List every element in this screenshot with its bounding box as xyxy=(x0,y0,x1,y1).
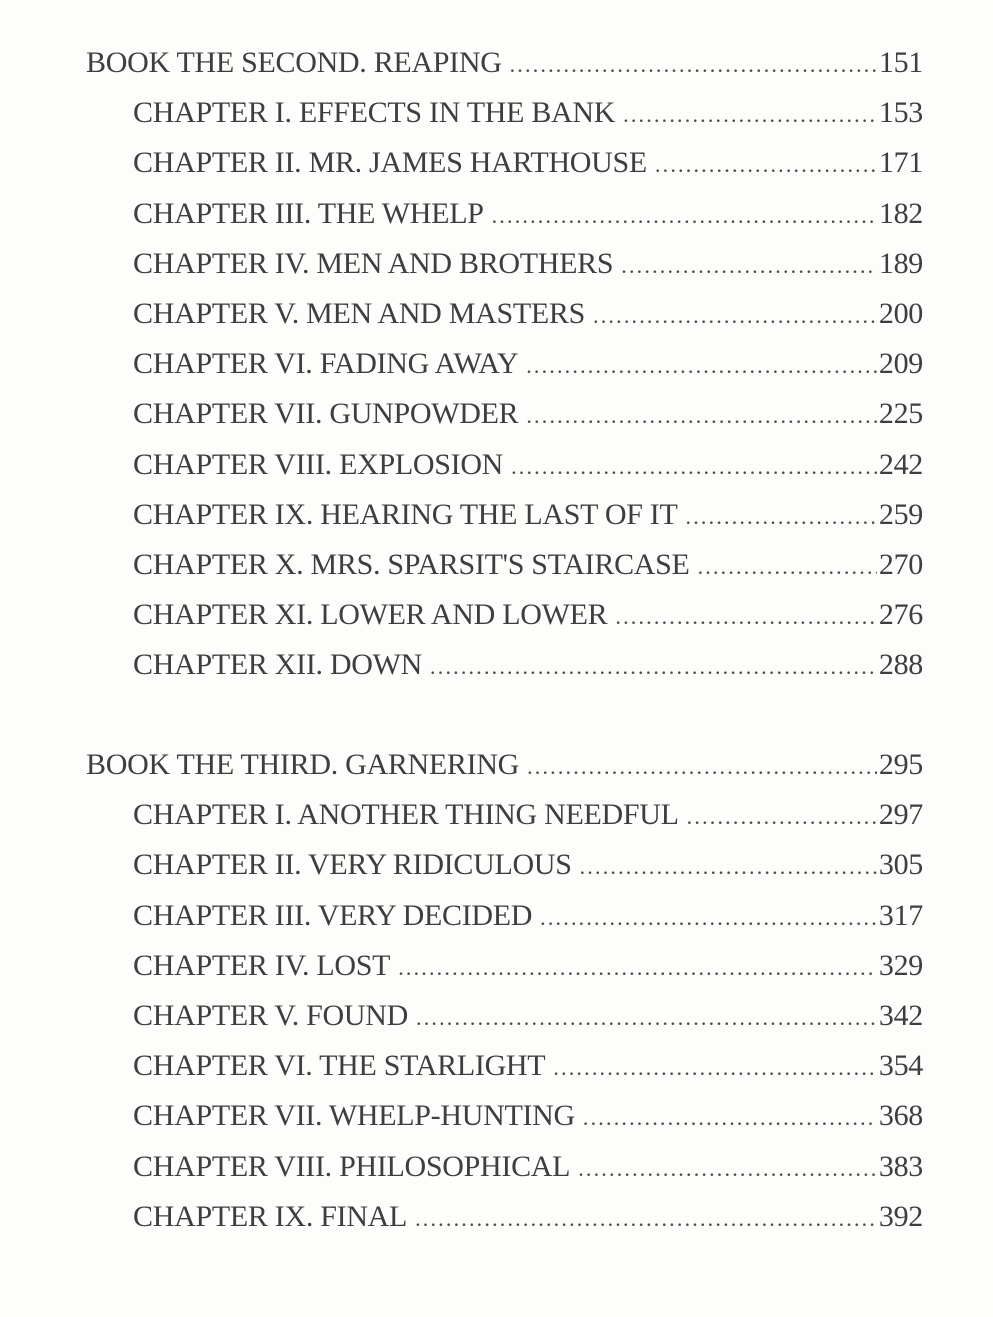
page-number: 209 xyxy=(878,347,923,381)
chapter-title: CHAPTER XI. LOWER AND LOWER xyxy=(133,598,608,632)
chapter-entry xyxy=(0,440,923,490)
chapter-title: CHAPTER V. FOUND xyxy=(133,998,408,1032)
book-title: BOOK THE SECOND. REAPING xyxy=(86,46,502,79)
page-number: 259 xyxy=(878,497,923,531)
leader-dots xyxy=(511,442,877,492)
page-number: 342 xyxy=(878,998,923,1032)
chapter-entry xyxy=(0,1192,923,1242)
page-number: 329 xyxy=(878,948,923,982)
leader-dots xyxy=(698,542,877,592)
leader-dots xyxy=(415,1194,877,1244)
chapter-entry xyxy=(0,540,923,590)
leader-dots xyxy=(527,742,877,792)
page-number: 200 xyxy=(878,296,923,330)
page-number: 171 xyxy=(878,146,923,180)
page-number: 295 xyxy=(878,748,923,781)
chapter-entry xyxy=(0,891,923,941)
page-number: 270 xyxy=(878,547,923,581)
book-section-third xyxy=(0,740,993,1242)
leader-dots xyxy=(687,792,877,842)
leader-dots xyxy=(553,1043,877,1093)
page-number: 151 xyxy=(878,46,923,79)
chapter-entry xyxy=(0,991,923,1041)
chapter-title: CHAPTER VIII. EXPLOSION xyxy=(133,447,504,481)
leader-dots xyxy=(623,90,877,140)
chapter-title: CHAPTER V. MEN AND MASTERS xyxy=(133,296,586,330)
chapter-title: CHAPTER VII. GUNPOWDER xyxy=(133,397,519,431)
chapter-entry xyxy=(0,389,923,439)
page-number: 189 xyxy=(878,246,923,280)
leader-dots xyxy=(416,993,877,1043)
chapter-title: CHAPTER III. VERY DECIDED xyxy=(133,898,533,932)
chapter-title: CHAPTER IV. MEN AND BROTHERS xyxy=(133,246,614,280)
leader-dots xyxy=(583,1093,877,1143)
chapter-title: CHAPTER II. VERY RIDICULOUS xyxy=(133,848,572,882)
chapter-entry xyxy=(0,490,923,540)
page-number: 305 xyxy=(878,848,923,882)
chapter-title: CHAPTER IX. HEARING THE LAST OF IT xyxy=(133,497,678,531)
chapter-entry xyxy=(0,590,923,640)
leader-dots xyxy=(526,391,877,441)
chapter-entry xyxy=(0,189,923,239)
chapter-title: CHAPTER I. EFFECTS IN THE BANK xyxy=(133,96,616,130)
page-number: 368 xyxy=(878,1099,923,1133)
chapter-title: CHAPTER II. MR. JAMES HARTHOUSE xyxy=(133,146,647,180)
book-entry xyxy=(0,38,923,88)
chapter-entry xyxy=(0,941,923,991)
chapter-title: CHAPTER IV. LOST xyxy=(133,948,391,982)
book-entry xyxy=(0,740,923,790)
book-title: BOOK THE THIRD. GARNERING xyxy=(86,748,520,781)
chapter-entry xyxy=(0,790,923,840)
chapter-title: CHAPTER VII. WHELP-HUNTING xyxy=(133,1099,575,1133)
chapter-title: CHAPTER IX. FINAL xyxy=(133,1199,408,1233)
chapter-title: CHAPTER VI. FADING AWAY xyxy=(133,347,519,381)
chapter-entry xyxy=(0,88,923,138)
leader-dots xyxy=(578,1144,877,1194)
chapter-entry xyxy=(0,640,923,690)
chapter-title: CHAPTER XII. DOWN xyxy=(133,648,423,682)
leader-dots xyxy=(621,241,877,291)
page-number: 297 xyxy=(878,798,923,832)
page-number: 317 xyxy=(878,898,923,932)
chapter-entry xyxy=(0,138,923,188)
book-section-second xyxy=(0,38,993,690)
page-number: 182 xyxy=(878,196,923,230)
leader-dots xyxy=(510,40,877,90)
chapter-entry xyxy=(0,1091,923,1141)
chapter-entry xyxy=(0,289,923,339)
chapter-title: CHAPTER X. MRS. SPARSIT'S STAIRCASE xyxy=(133,547,690,581)
leader-dots xyxy=(540,893,877,943)
page-number: 153 xyxy=(878,96,923,130)
leader-dots xyxy=(492,191,877,241)
leader-dots xyxy=(655,140,877,190)
chapter-title: CHAPTER VIII. PHILOSOPHICAL xyxy=(133,1149,571,1183)
leader-dots xyxy=(398,943,877,993)
leader-dots xyxy=(686,492,877,542)
page-number: 354 xyxy=(878,1049,923,1083)
page-number: 392 xyxy=(878,1199,923,1233)
chapter-title: CHAPTER I. ANOTHER THING NEEDFUL xyxy=(133,798,679,832)
page-number: 242 xyxy=(878,447,923,481)
chapter-entry xyxy=(0,339,923,389)
chapter-entry xyxy=(0,1041,923,1091)
page-number: 276 xyxy=(878,598,923,632)
chapter-title: CHAPTER III. THE WHELP xyxy=(133,196,484,230)
leader-dots xyxy=(580,842,877,892)
page-number: 288 xyxy=(878,648,923,682)
chapter-title: CHAPTER VI. THE STARLIGHT xyxy=(133,1049,546,1083)
leader-dots xyxy=(430,642,877,692)
page-number: 383 xyxy=(878,1149,923,1183)
leader-dots xyxy=(615,592,877,642)
page-number: 225 xyxy=(878,397,923,431)
chapter-entry xyxy=(0,840,923,890)
leader-dots xyxy=(526,341,877,391)
chapter-entry xyxy=(0,239,923,289)
leader-dots xyxy=(593,291,877,341)
chapter-entry xyxy=(0,1142,923,1192)
